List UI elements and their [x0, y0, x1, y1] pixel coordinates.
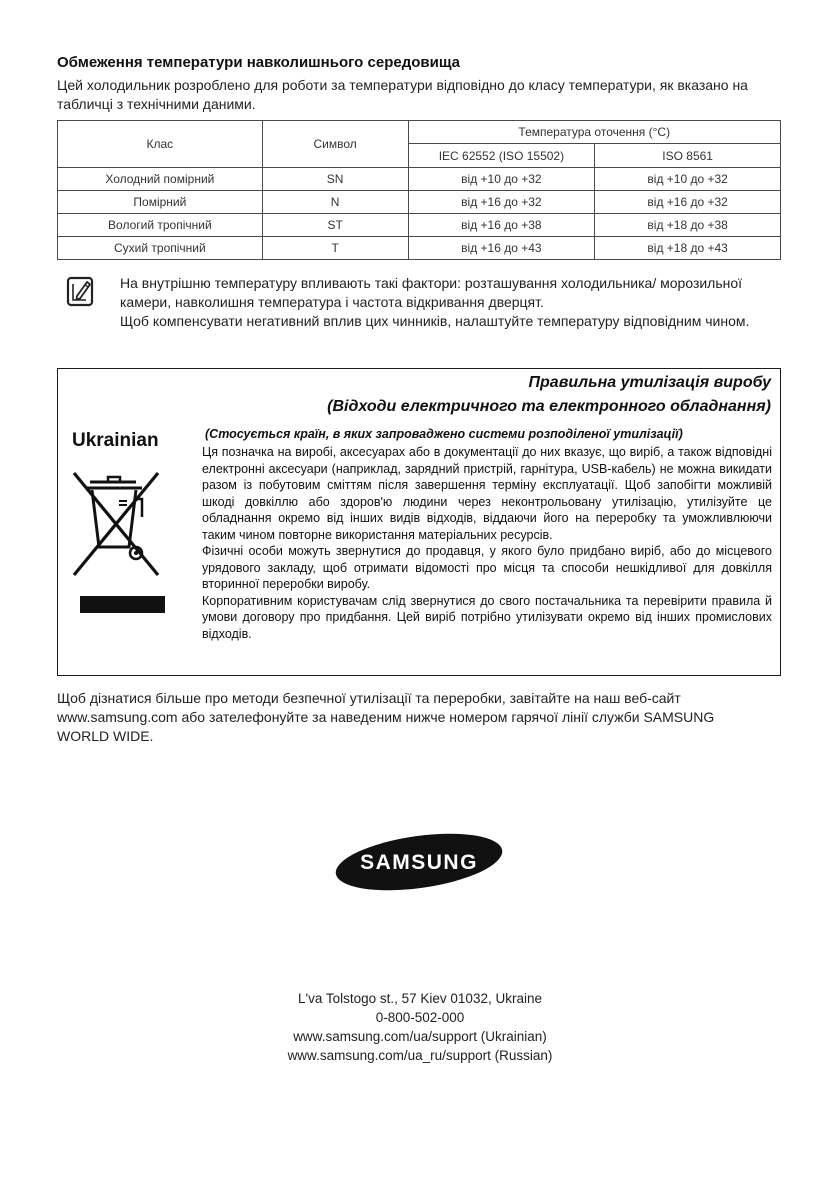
- crossed-out-wheelie-bin-icon: [66, 455, 162, 585]
- cell-class: Помірний: [58, 191, 263, 214]
- note-line-2: Щоб компенсувати негативний вплив цих чинників, налаштуйте температуру відповідним чином.: [120, 313, 750, 329]
- cell-symbol: SN: [262, 168, 408, 191]
- weee-subtitle-heading: (Відходи електричного та електронного обладнання): [327, 398, 771, 415]
- cell-iec: від +10 до +32: [408, 168, 595, 191]
- weee-paragraph: Фізичні особи можуть звернутися до продавця, у якого було придбано виріб, або до місцевого урядового закладу, щоб отримати відомості про місця та способи нешкідливої для довкілля вторинної переробки виробу.: [202, 544, 772, 591]
- weee-applicability-note: (Стосується країн, в яких запроваджено системи розподіленої утилізації): [205, 427, 683, 441]
- cell-symbol: ST: [262, 214, 408, 237]
- cell-iso: від +10 до +32: [595, 168, 781, 191]
- samsung-logo: [334, 831, 504, 893]
- table-row: [58, 237, 781, 260]
- section-title: Обмеження температури навколишнього середовища: [57, 54, 461, 71]
- temperature-class-table: [57, 120, 781, 260]
- header-iso: ISO 8561: [595, 144, 781, 168]
- more-info-text: Щоб дізнатися більше про методи безпечної утилізації та переробки, завітайте на наш веб-сайт www.samsung.com або зателефонуйте за наведеним нижче номером гарячої лінії служби SAMSUNG WORLD WIDE.: [57, 690, 715, 744]
- footer-phone: 0-800-502-000: [375, 1010, 465, 1025]
- header-ambient: Температура оточення (°C): [408, 121, 780, 144]
- footer-support-ru-link[interactable]: www.samsung.com/ua_ru/support (Russian): [287, 1048, 553, 1063]
- note-line-1: На внутрішню температуру впливають такі фактори: розташування холодильника/ морозильної камери, навколишня температура і частота відкривання дверцят.: [120, 275, 743, 310]
- cell-iso: від +18 до +43: [595, 237, 781, 260]
- cell-class: Холодний помірний: [58, 168, 263, 191]
- note-text: [120, 274, 785, 331]
- table-row: [58, 168, 781, 191]
- weee-paragraph: Корпоративним користувачам слід звернутися до свого постачальника та перевірити правила й умови договору про придбання. Цей виріб потрібно утилізувати окремо від інших промислових відходів.: [202, 593, 772, 641]
- header-class: Клас: [58, 121, 263, 168]
- contact-footer: [220, 989, 620, 1065]
- intro-text: Цей холодильник розроблено для роботи за температури відповідно до класу температури, як вказано на табличці з технічними даними.: [57, 77, 748, 112]
- weee-title: Правильна утилізація виробу: [528, 374, 771, 391]
- cell-symbol: N: [262, 191, 408, 214]
- table-row: [58, 191, 781, 214]
- weee-paragraph: Ця позначка на виробі, аксесуарах або в документації до них вказує, що виріб, а також відповідні електронні аксесуари (наприклад, зарядний пристрій, гарнітура, USB-кабель) не можна викидати разом із побутовим сміттям після завершення терміну експлуатації. Щоб запобігти можливій шкоді довкіллю або здоров'ю людини через неконтрольовану утилізацію, утилізуйте це обладнання окремо від інших видів відходів, віддаючи його на переробку та уможливлюючи таким чином повторне використання матеріальних ресурсів.: [202, 445, 772, 542]
- cell-iso: від +16 до +32: [595, 191, 781, 214]
- header-symbol: Символ: [262, 121, 408, 168]
- note-pencil-icon: [66, 276, 94, 307]
- cell-iec: від +16 до +32: [408, 191, 595, 214]
- logo-text: SAMSUNG: [360, 851, 478, 874]
- cell-symbol: T: [262, 237, 408, 260]
- header-iec: IEC 62552 (ISO 15502): [408, 144, 595, 168]
- weee-marking-bar: [80, 596, 165, 613]
- cell-iec: від +16 до +43: [408, 237, 595, 260]
- weee-body: [202, 444, 772, 642]
- cell-class: Сухий тропічний: [58, 237, 263, 260]
- cell-iso: від +18 до +38: [595, 214, 781, 237]
- cell-iec: від +16 до +38: [408, 214, 595, 237]
- cell-class: Вологий тропічний: [58, 214, 263, 237]
- language-label: Ukrainian: [72, 430, 159, 451]
- footer-support-ua-link[interactable]: www.samsung.com/ua/support (Ukrainian): [293, 1029, 547, 1044]
- footer-address: L'va Tolstogo st., 57 Kiev 01032, Ukraine: [298, 991, 542, 1006]
- table-row: [58, 214, 781, 237]
